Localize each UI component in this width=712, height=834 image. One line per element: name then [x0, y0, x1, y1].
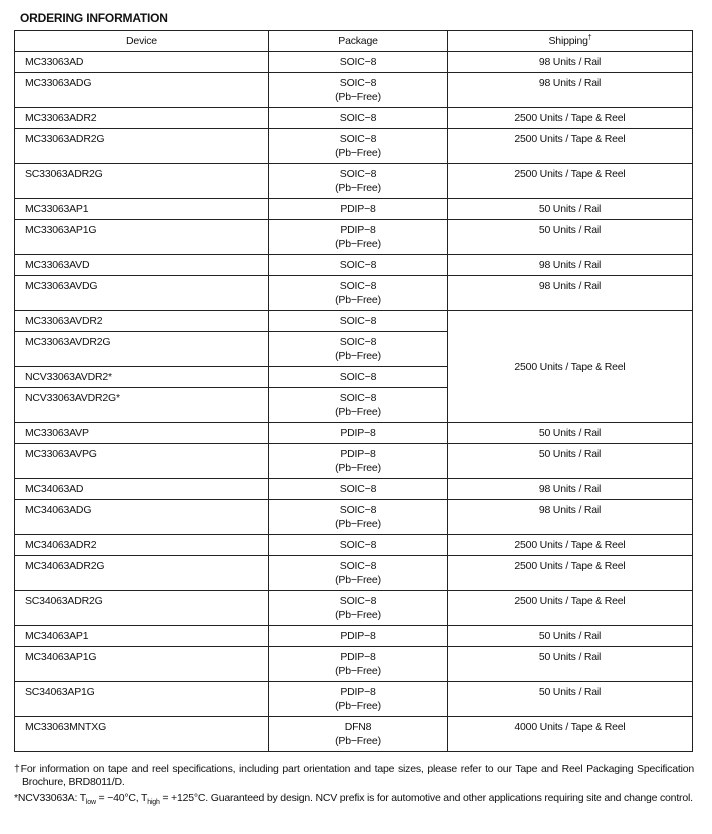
shipping-cell: 50 Units / Rail	[448, 220, 693, 255]
package-name: PDIP−8	[340, 203, 376, 215]
package-cell	[269, 367, 448, 388]
package-cell	[269, 444, 448, 479]
device-cell: NCV33063AVDR2G*	[15, 388, 269, 423]
device-cell: MC33063AVDG	[15, 276, 269, 311]
package-cell	[269, 255, 448, 276]
table-row	[15, 108, 693, 129]
shipping-cell: 2500 Units / Tape & Reel	[448, 164, 693, 199]
device-cell: MC33063AVDR2G	[15, 332, 269, 367]
device-cell: MC33063MNTXG	[15, 717, 269, 752]
t-high-sub: high	[147, 799, 160, 807]
table-row	[15, 591, 693, 626]
device-cell: MC33063AP1G	[15, 220, 269, 255]
shipping-cell: 98 Units / Rail	[448, 276, 693, 311]
package-cell	[269, 591, 448, 626]
table-row	[15, 423, 693, 444]
ncv-text: = −40°C, T	[95, 792, 148, 804]
package-note: (Pb−Free)	[335, 406, 381, 418]
shipping-cell: 2500 Units / Tape & Reel	[448, 591, 693, 626]
section-title: ORDERING INFORMATION	[20, 11, 168, 25]
package-note: (Pb−Free)	[335, 350, 381, 362]
device-cell: MC34063ADR2G	[15, 556, 269, 591]
device-cell: MC34063ADG	[15, 500, 269, 535]
package-name: PDIP−8	[340, 427, 376, 439]
package-cell	[269, 73, 448, 108]
package-name: SOIC−8	[339, 392, 377, 404]
package-cell	[269, 647, 448, 682]
package-name: PDIP−8	[340, 448, 376, 460]
shipping-cell: 4000 Units / Tape & Reel	[448, 717, 693, 752]
header-package: Package	[269, 31, 448, 52]
table-header-row	[15, 31, 693, 52]
table-row	[15, 626, 693, 647]
ncv-text: *NCV33063A: T	[14, 792, 86, 804]
package-name: SOIC−8	[339, 315, 377, 327]
package-note: (Pb−Free)	[335, 91, 381, 103]
shipping-cell: 50 Units / Rail	[448, 682, 693, 717]
package-cell	[269, 556, 448, 591]
package-cell	[269, 311, 448, 332]
package-name: SOIC−8	[339, 336, 377, 348]
package-note: (Pb−Free)	[335, 147, 381, 159]
device-cell: MC33063ADR2	[15, 108, 269, 129]
shipping-cell: 2500 Units / Tape & Reel	[448, 311, 693, 423]
package-note: (Pb−Free)	[335, 518, 381, 530]
shipping-cell: 50 Units / Rail	[448, 647, 693, 682]
package-name: PDIP−8	[340, 224, 376, 236]
package-note: (Pb−Free)	[335, 665, 381, 677]
package-note: (Pb−Free)	[335, 238, 381, 250]
package-note: (Pb−Free)	[335, 735, 381, 747]
package-cell	[269, 423, 448, 444]
package-note: (Pb−Free)	[335, 462, 381, 474]
shipping-cell: 98 Units / Rail	[448, 255, 693, 276]
shipping-cell: 50 Units / Rail	[448, 423, 693, 444]
t-low-sub: low	[85, 799, 96, 807]
package-cell	[269, 199, 448, 220]
shipping-cell: 2500 Units / Tape & Reel	[448, 535, 693, 556]
table-row	[15, 129, 693, 164]
table-row	[15, 220, 693, 255]
table-row	[15, 311, 693, 332]
device-cell: MC34063ADR2	[15, 535, 269, 556]
footnote-ncv	[14, 792, 694, 805]
package-cell	[269, 479, 448, 500]
package-note: (Pb−Free)	[335, 182, 381, 194]
ordering-table	[14, 30, 693, 752]
footnote-tape-reel: †For information on tape and reel specifications, including part orientation and tape sizes, please refer to our Tape and Reel Packaging Specification Brochure, BRD8011/D.	[14, 763, 694, 788]
table-row	[15, 535, 693, 556]
package-name: SOIC−8	[339, 259, 377, 271]
ncv-text: = +125°C. Guaranteed by design. NCV prefix is for automotive and other applications requiring site and change control.	[159, 792, 693, 804]
shipping-cell: 2500 Units / Tape & Reel	[448, 108, 693, 129]
table-row	[15, 52, 693, 73]
device-cell: MC33063AD	[15, 52, 269, 73]
package-cell	[269, 500, 448, 535]
package-name: SOIC−8	[339, 56, 377, 68]
package-note: (Pb−Free)	[335, 294, 381, 306]
shipping-cell: 98 Units / Rail	[448, 52, 693, 73]
device-cell: MC33063AVP	[15, 423, 269, 444]
package-name: SOIC−8	[339, 595, 377, 607]
header-shipping-label: Shipping	[548, 35, 588, 47]
footnotes	[14, 763, 694, 808]
table-row	[15, 255, 693, 276]
package-cell	[269, 108, 448, 129]
device-cell: SC34063AP1G	[15, 682, 269, 717]
package-cell	[269, 164, 448, 199]
device-cell: SC34063ADR2G	[15, 591, 269, 626]
package-name: PDIP−8	[340, 686, 376, 698]
package-note: (Pb−Free)	[335, 700, 381, 712]
package-cell	[269, 388, 448, 423]
shipping-cell: 2500 Units / Tape & Reel	[448, 129, 693, 164]
header-shipping	[448, 31, 693, 52]
package-name: SOIC−8	[339, 77, 377, 89]
device-cell: MC33063AVD	[15, 255, 269, 276]
table-row	[15, 199, 693, 220]
package-cell	[269, 682, 448, 717]
package-name: SOIC−8	[339, 371, 377, 383]
package-name: SOIC−8	[339, 112, 377, 124]
package-note: (Pb−Free)	[335, 574, 381, 586]
package-name: PDIP−8	[340, 651, 376, 663]
shipping-cell: 50 Units / Rail	[448, 626, 693, 647]
table-row	[15, 444, 693, 479]
package-name: SOIC−8	[339, 168, 377, 180]
table-row	[15, 682, 693, 717]
shipping-cell: 2500 Units / Tape & Reel	[448, 556, 693, 591]
package-name: SOIC−8	[339, 133, 377, 145]
table-row	[15, 717, 693, 752]
device-cell: MC34063AP1G	[15, 647, 269, 682]
shipping-cell: 98 Units / Rail	[448, 479, 693, 500]
shipping-cell: 98 Units / Rail	[448, 500, 693, 535]
table-row	[15, 556, 693, 591]
package-name: SOIC−8	[339, 560, 377, 572]
device-cell: NCV33063AVDR2*	[15, 367, 269, 388]
package-name: SOIC−8	[339, 483, 377, 495]
device-cell: MC33063ADR2G	[15, 129, 269, 164]
device-cell: MC33063AP1	[15, 199, 269, 220]
package-cell	[269, 626, 448, 647]
table-row	[15, 276, 693, 311]
dagger-mark: †	[587, 34, 592, 42]
shipping-cell: 98 Units / Rail	[448, 73, 693, 108]
table-row	[15, 164, 693, 199]
shipping-cell: 50 Units / Rail	[448, 199, 693, 220]
device-cell: MC33063AVDR2	[15, 311, 269, 332]
package-note: (Pb−Free)	[335, 609, 381, 621]
package-name: SOIC−8	[339, 539, 377, 551]
table-row	[15, 500, 693, 535]
package-cell	[269, 129, 448, 164]
package-cell	[269, 332, 448, 367]
package-cell	[269, 276, 448, 311]
package-cell	[269, 52, 448, 73]
table-row	[15, 479, 693, 500]
header-device: Device	[15, 31, 269, 52]
device-cell: MC34063AP1	[15, 626, 269, 647]
package-cell	[269, 535, 448, 556]
device-cell: MC33063ADG	[15, 73, 269, 108]
package-name: DFN8	[344, 721, 372, 733]
package-cell	[269, 220, 448, 255]
table-row	[15, 647, 693, 682]
package-name: PDIP−8	[340, 630, 376, 642]
device-cell: SC33063ADR2G	[15, 164, 269, 199]
table-row	[15, 73, 693, 108]
package-name: SOIC−8	[339, 280, 377, 292]
device-cell: MC34063AD	[15, 479, 269, 500]
package-cell	[269, 717, 448, 752]
device-cell: MC33063AVPG	[15, 444, 269, 479]
shipping-cell: 50 Units / Rail	[448, 444, 693, 479]
package-name: SOIC−8	[339, 504, 377, 516]
